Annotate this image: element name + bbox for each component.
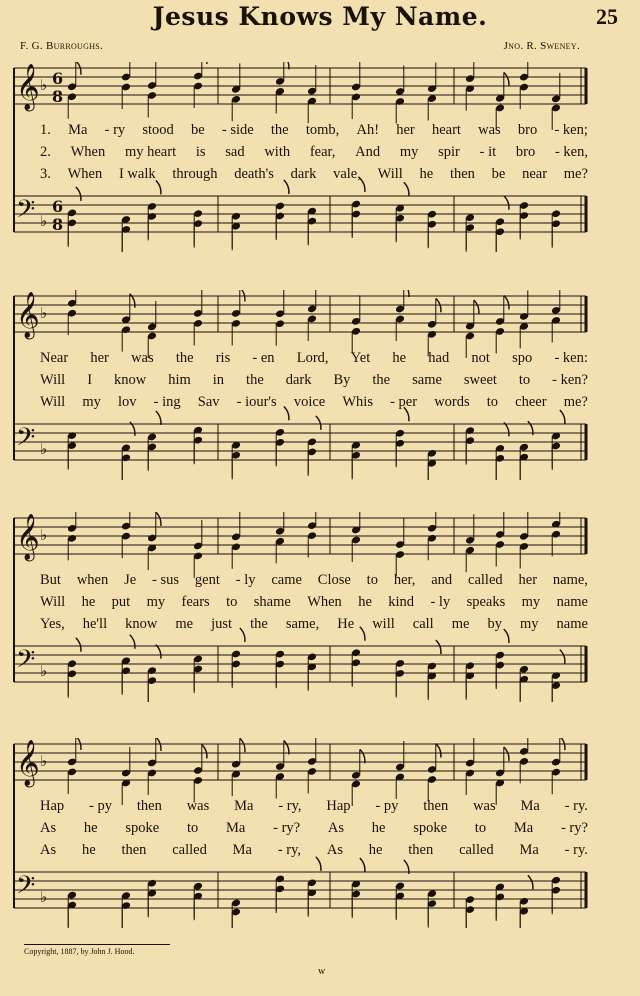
flat-key-signature: ♭: [40, 440, 48, 458]
lyric-syllable: my heart: [124, 144, 177, 160]
lyric-syllable: the: [372, 372, 391, 388]
lyric-line-verse-2: [40, 820, 588, 837]
lyric-syllable: Will: [40, 594, 66, 610]
lyric-syllable: was: [478, 122, 501, 138]
lyric-syllable: 3.: [40, 166, 51, 182]
lyric-syllable: Sav: [197, 394, 220, 410]
flat-key-signature: ♭: [40, 76, 48, 94]
lyric-syllable: Hap: [40, 798, 65, 814]
lyric-syllable: - ken,: [554, 144, 588, 160]
lyric-syllable: Whis: [342, 394, 373, 410]
time-signature-top: 6: [52, 69, 64, 88]
folio-mark: w: [318, 966, 326, 977]
lyric-syllable: And: [355, 144, 381, 160]
lyric-syllable: to: [366, 572, 378, 588]
lyric-syllable: As: [40, 820, 57, 836]
lyric-syllable: then: [408, 842, 434, 858]
lyric-syllable: with: [264, 144, 291, 160]
lyric-syllable: name: [556, 594, 588, 610]
lyric-syllable: to: [486, 394, 499, 410]
lyric-syllable: he'll: [82, 616, 108, 632]
note-flag: [504, 295, 509, 309]
music-system: [0, 290, 640, 480]
lyric-syllable: me: [175, 616, 194, 632]
lyric-syllable: - ry,: [277, 842, 302, 858]
lyric-syllable: - iour's: [236, 394, 277, 410]
note-flag: [560, 410, 565, 424]
lyric-syllable: - per: [390, 394, 418, 410]
lyric-syllable: lov: [117, 394, 137, 410]
lyric-syllable: - ken:: [554, 350, 588, 366]
lyric-syllable: same,: [285, 616, 320, 632]
note-flag: [202, 744, 207, 758]
lyric-syllable: - py: [89, 798, 112, 814]
lyric-syllable: tomb,: [305, 122, 340, 138]
lyric-syllable: know: [125, 616, 158, 632]
lyric-syllable: - ry?: [273, 820, 301, 836]
note-flag: [436, 744, 441, 758]
lyric-syllable: spir: [438, 144, 460, 160]
note-flag: [436, 640, 441, 654]
lyric-syllable: But: [40, 572, 61, 588]
lyric-syllable: Ma: [226, 820, 246, 836]
lyric-syllable: He: [337, 616, 355, 632]
lyric-syllable: had: [428, 350, 450, 366]
lyric-syllable: When: [67, 166, 103, 182]
lyric-syllable: came: [271, 572, 302, 588]
flat-key-signature: ♭: [40, 888, 48, 906]
lyric-syllable: 1.: [40, 122, 51, 138]
lyric-syllable: then: [423, 798, 449, 814]
treble-clef: 𝄞: [16, 514, 40, 560]
flat-key-signature: ♭: [40, 752, 48, 770]
lyric-syllable: Ma: [520, 798, 540, 814]
lyric-syllable: call: [412, 616, 434, 632]
lyric-line-verse-2: [40, 144, 588, 161]
lyric-syllable: he: [371, 820, 386, 836]
page-number: 25: [596, 4, 618, 29]
treble-clef: 𝄞: [16, 64, 40, 110]
lyric-syllable: then: [136, 798, 162, 814]
lyric-syllable: was: [473, 798, 496, 814]
lyric-syllable: stood: [142, 122, 174, 138]
lyric-syllable: - ly: [235, 572, 256, 588]
lyric-syllable: heart: [431, 122, 461, 138]
lyric-syllable: Lord,: [296, 350, 329, 366]
lyric-syllable: - sus: [152, 572, 180, 588]
lyric-syllable: 2.: [40, 144, 51, 160]
note-flag: [560, 650, 565, 664]
lyric-syllable: spo: [512, 350, 533, 366]
lyric-syllable: to: [226, 594, 238, 610]
lyric-line-verse-1: [40, 798, 588, 815]
lyric-syllable: her: [90, 350, 109, 366]
lyric-syllable: Ma: [68, 122, 88, 138]
lyric-syllable: As: [326, 842, 343, 858]
note-flag: [76, 187, 81, 201]
lyric-syllable: speaks: [466, 594, 506, 610]
lyric-syllable: - ly: [430, 594, 451, 610]
lyric-syllable: words: [434, 394, 470, 410]
lyric-syllable: him: [168, 372, 191, 388]
lyric-syllable: - ken;: [554, 122, 588, 138]
lyric-syllable: gent: [194, 572, 220, 588]
lyric-syllable: As: [40, 842, 57, 858]
treble-clef: 𝄞: [16, 292, 40, 338]
composer-credit: Jno. R. Sweney.: [503, 40, 580, 52]
lyric-syllable: When: [70, 144, 106, 160]
lyric-syllable: I: [87, 372, 93, 388]
lyric-syllable: dark: [290, 166, 317, 182]
lyric-syllable: spoke: [413, 820, 448, 836]
lyric-syllable: to: [186, 820, 199, 836]
lyric-syllable: Will: [377, 166, 403, 182]
flat-key-signature: ♭: [40, 662, 48, 680]
lyric-syllable: ris: [215, 350, 231, 366]
lyric-syllable: Yes,: [40, 616, 65, 632]
lyric-syllable: her: [396, 122, 415, 138]
lyric-syllable: dark: [285, 372, 312, 388]
lyric-line-verse-2: [40, 594, 588, 611]
lyric-syllable: Near: [40, 350, 69, 366]
lyric-syllable: will: [372, 616, 395, 632]
lyric-syllable: Ah!: [356, 122, 380, 138]
note-flag: [156, 645, 161, 659]
lyric-syllable: he: [81, 594, 96, 610]
lyric-syllable: bro: [517, 122, 538, 138]
lyric-syllable: sad: [225, 144, 245, 160]
lyric-syllable: name,: [552, 572, 588, 588]
lyric-syllable: Yet: [350, 350, 371, 366]
lyric-line-verse-1: [40, 350, 588, 367]
lyric-syllable: By: [333, 372, 351, 388]
bass-clef: 𝄢: [16, 423, 36, 458]
lyric-syllable: spoke: [125, 820, 160, 836]
note-flag: [504, 747, 509, 761]
lyric-syllable: me?: [563, 394, 588, 410]
lyric-syllable: the: [175, 350, 194, 366]
lyric-line-verse-3: [40, 166, 588, 183]
lyric-syllable: my: [82, 394, 101, 410]
lyric-syllable: was: [131, 350, 154, 366]
bass-clef: 𝄢: [16, 645, 36, 680]
lyric-syllable: be: [491, 166, 506, 182]
lyric-line-verse-3: [40, 616, 588, 633]
note-flag: [316, 416, 321, 430]
lyric-syllable: fear,: [309, 144, 336, 160]
lyric-syllable: - ry,: [278, 798, 302, 814]
time-signature-top: 6: [52, 197, 64, 216]
flat-key-signature: ♭: [40, 304, 48, 322]
lyric-syllable: - py: [375, 798, 399, 814]
note-flag: [202, 62, 207, 64]
lyric-syllable: kind: [388, 594, 415, 610]
lyric-line-verse-1: [40, 122, 588, 139]
lyric-syllable: called: [468, 572, 503, 588]
lyric-syllable: Close: [317, 572, 351, 588]
lyric-line-verse-3: [40, 394, 588, 411]
lyric-syllable: not: [471, 350, 490, 366]
lyric-syllable: the: [270, 122, 289, 138]
lyric-syllable: - side: [221, 122, 254, 138]
note-flag: [240, 738, 245, 752]
lyric-syllable: my: [521, 594, 541, 610]
lyric-syllable: my: [519, 616, 539, 632]
note-flag: [504, 72, 509, 86]
lyric-syllable: Ma: [513, 820, 534, 836]
note-flag: [360, 749, 365, 763]
lyric-line-verse-2: [40, 372, 588, 389]
lyric-syllable: be: [191, 122, 205, 138]
lyric-syllable: the: [250, 616, 268, 632]
lyricist-credit: F. G. Burroughs.: [20, 40, 104, 52]
lyric-syllable: just: [211, 616, 233, 632]
lyric-syllable: Ma: [234, 798, 254, 814]
lyric-syllable: - ry.: [564, 798, 588, 814]
lyric-syllable: he: [83, 820, 98, 836]
lyric-syllable: called: [172, 842, 207, 858]
lyric-syllable: cheer: [515, 394, 547, 410]
lyric-syllable: - ry.: [564, 842, 588, 858]
lyric-syllable: her: [518, 572, 538, 588]
note-flag: [76, 638, 81, 652]
lyric-syllable: to: [474, 820, 487, 836]
lyric-syllable: he: [368, 842, 383, 858]
lyric-syllable: put: [111, 594, 131, 610]
lyric-syllable: her,: [393, 572, 416, 588]
lyric-syllable: he: [358, 594, 372, 610]
lyric-syllable: As: [327, 820, 344, 836]
note-flag: [130, 635, 135, 649]
lyric-syllable: me?: [563, 166, 588, 182]
lyric-syllable: then: [449, 166, 475, 182]
treble-clef: 𝄞: [16, 740, 40, 786]
note-flag: [474, 300, 479, 314]
lyric-syllable: Je: [124, 572, 137, 588]
lyric-syllable: and: [431, 572, 453, 588]
lyric-syllable: Ma: [519, 842, 539, 858]
lyric-syllable: name: [556, 616, 588, 632]
lyric-syllable: I walk: [118, 166, 156, 182]
lyric-syllable: me: [451, 616, 470, 632]
lyric-syllable: Ma: [232, 842, 252, 858]
lyric-syllable: vale,: [333, 166, 361, 182]
lyric-syllable: - ken?: [552, 372, 588, 388]
lyric-syllable: when: [76, 572, 109, 588]
lyric-syllable: the: [246, 372, 264, 388]
lyric-syllable: he: [392, 350, 407, 366]
lyric-syllable: sweet: [463, 372, 497, 388]
lyric-syllable: same: [412, 372, 442, 388]
note-flag: [284, 741, 289, 755]
lyric-syllable: - en: [252, 350, 275, 366]
note-flag: [504, 196, 509, 210]
note-flag: [404, 182, 409, 196]
bass-clef: 𝄢: [16, 871, 36, 906]
hymn-title: Jesus Knows My Name.: [152, 2, 488, 31]
lyric-syllable: to: [518, 372, 531, 388]
lyric-syllable: he: [81, 842, 96, 858]
lyric-syllable: was: [186, 798, 210, 814]
lyric-syllable: - ry: [104, 122, 126, 138]
lyric-syllable: in: [212, 372, 225, 388]
lyric-syllable: death's: [234, 166, 274, 182]
lyric-syllable: Hap: [326, 798, 351, 814]
lyric-syllable: my: [399, 144, 419, 160]
lyric-syllable: by: [487, 616, 502, 632]
lyric-syllable: near: [522, 166, 548, 182]
lyric-line-verse-1: [40, 572, 588, 589]
lyric-syllable: - it: [479, 144, 497, 160]
lyric-syllable: then: [121, 842, 147, 858]
music-system: [0, 62, 640, 252]
time-signature-bottom: 8: [52, 87, 64, 106]
note-flag: [156, 512, 161, 526]
note-flag: [156, 411, 161, 425]
lyric-syllable: shame: [253, 594, 291, 610]
lyric-syllable: Will: [40, 394, 66, 410]
flat-key-signature: ♭: [40, 212, 48, 230]
note-flag: [528, 875, 533, 889]
music-system: [0, 738, 640, 928]
lyric-syllable: is: [195, 144, 206, 160]
flat-key-signature: ♭: [40, 526, 48, 544]
lyric-syllable: my: [146, 594, 166, 610]
time-signature-bottom: 8: [52, 215, 64, 234]
lyric-syllable: bro: [515, 144, 536, 160]
lyric-syllable: When: [307, 594, 342, 610]
lyric-syllable: - ing: [153, 394, 181, 410]
lyric-syllable: know: [114, 372, 147, 388]
bass-clef: 𝄢: [16, 195, 36, 230]
lyric-syllable: fears: [181, 594, 210, 610]
lyric-syllable: he: [419, 166, 434, 182]
lyric-syllable: through: [172, 166, 218, 182]
lyric-syllable: called: [459, 842, 494, 858]
copyright-notice: Copyright, 1887, by John J. Hood.: [24, 944, 170, 956]
lyric-line-verse-3: [40, 842, 588, 859]
lyric-syllable: voice: [293, 394, 326, 410]
note-flag: [360, 858, 365, 872]
lyric-syllable: - ry?: [560, 820, 588, 836]
music-system: [0, 512, 640, 702]
lyric-syllable: Will: [40, 372, 66, 388]
